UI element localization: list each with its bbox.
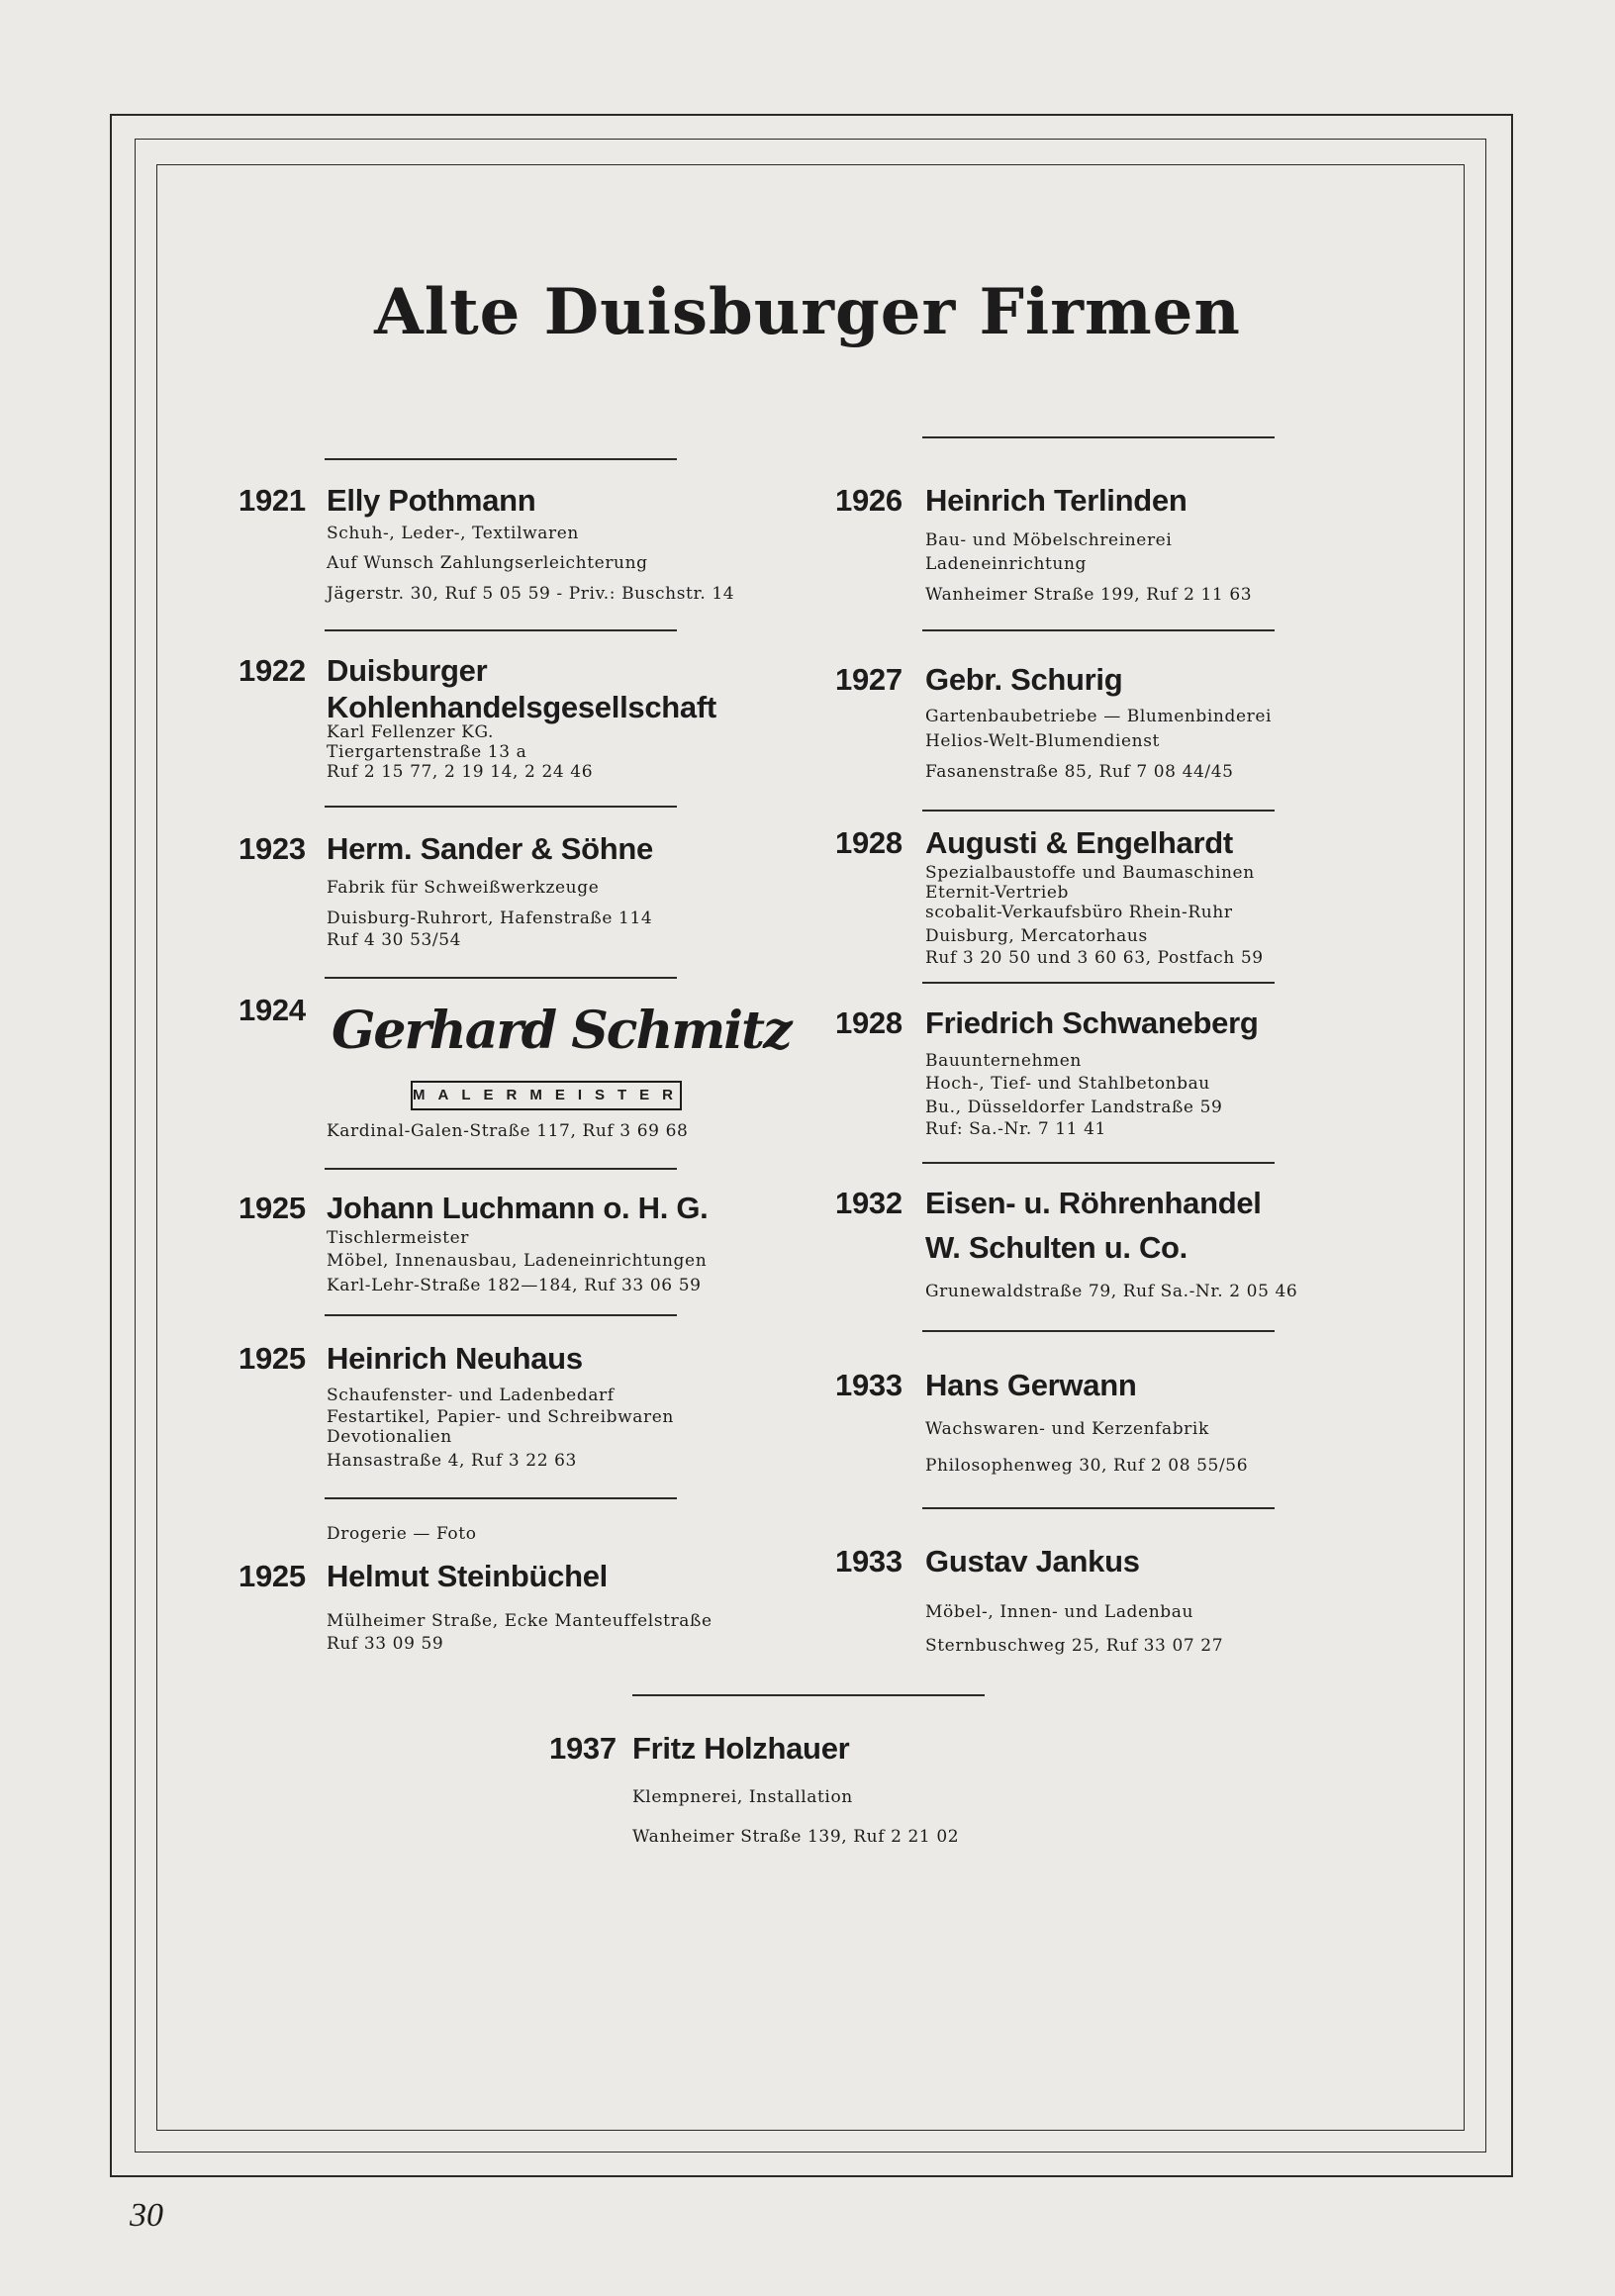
firm-detail-line: Helios-Welt-Blumendienst <box>925 731 1160 751</box>
firm-year: 1927 <box>835 662 902 697</box>
firm-detail-line: Ladeneinrichtung <box>925 554 1088 574</box>
firm-category: Drogerie — Foto <box>327 1524 477 1544</box>
divider-rule <box>325 629 677 631</box>
firm-year: 1923 <box>238 831 306 866</box>
firm-detail-line: Karl-Lehr-Straße 182—184, Ruf 33 06 59 <box>327 1276 702 1295</box>
page-number: 30 <box>130 2197 163 2234</box>
firm-detail-line: Ruf: Sa.-Nr. 7 11 41 <box>925 1119 1106 1139</box>
divider-rule <box>922 1162 1275 1164</box>
firm-detail-line: Duisburg-Ruhrort, Hafenstraße 114 <box>327 909 653 928</box>
divider-rule <box>325 1497 677 1499</box>
firm-year: 1926 <box>835 483 902 518</box>
firm-detail-line: Mülheimer Straße, Ecke Manteuffelstraße <box>327 1611 712 1631</box>
firm-detail-line: Festartikel, Papier- und Schreibwaren <box>327 1407 674 1427</box>
firm-name: Heinrich Neuhaus <box>327 1341 583 1376</box>
firm-year: 1937 <box>549 1731 617 1766</box>
firm-detail-line: scobalit-Verkaufsbüro Rhein-Ruhr <box>925 903 1233 922</box>
firm-year: 1924 <box>238 993 306 1027</box>
firm-year: 1933 <box>835 1368 902 1402</box>
page-title: Alte Duisburger Firmen <box>374 275 1241 349</box>
divider-rule <box>922 982 1275 984</box>
firm-detail-line: Wanheimer Straße 199, Ruf 2 11 63 <box>925 585 1253 605</box>
firm-detail-line: Bauunternehmen <box>925 1051 1082 1071</box>
firm-detail-line: Ruf 33 09 59 <box>327 1634 444 1654</box>
firm-detail-line: Ruf 3 20 50 und 3 60 63, Postfach 59 <box>925 948 1264 968</box>
firm-detail-line: Philosophenweg 30, Ruf 2 08 55/56 <box>925 1456 1249 1476</box>
firm-detail-line: Grunewaldstraße 79, Ruf Sa.-Nr. 2 05 46 <box>925 1282 1298 1301</box>
firm-name: Fritz Holzhauer <box>632 1731 850 1766</box>
firm-year: 1925 <box>238 1559 306 1593</box>
firm-detail-line: Möbel, Innenausbau, Ladeneinrichtungen <box>327 1251 708 1271</box>
firm-name: Kohlenhandelsgesellschaft <box>327 690 716 724</box>
firm-detail-line: Hansastraße 4, Ruf 3 22 63 <box>327 1451 577 1471</box>
firm-name: Friedrich Schwaneberg <box>925 1005 1259 1040</box>
firm-detail-line: Wanheimer Straße 139, Ruf 2 21 02 <box>632 1827 960 1847</box>
firm-detail-line: Schaufenster- und Ladenbedarf <box>327 1386 615 1405</box>
firm-detail-line: Spezialbaustoffe und Baumaschinen <box>925 863 1255 883</box>
firm-detail-line: Gartenbaubetriebe — Blumenbinderei <box>925 707 1273 726</box>
firm-detail-line: Möbel-, Innen- und Ladenbau <box>925 1602 1194 1622</box>
firm-year: 1933 <box>835 1544 902 1578</box>
logo-subtitle: MALERMEISTER <box>411 1081 682 1110</box>
firm-year: 1922 <box>238 653 306 688</box>
firm-name: Herm. Sander & Söhne <box>327 831 653 866</box>
firm-detail-line: Fabrik für Schweißwerkzeuge <box>327 878 600 898</box>
divider-rule <box>922 436 1275 438</box>
firm-name: Augusti & Engelhardt <box>925 825 1233 860</box>
firm-name: Elly Pothmann <box>327 483 536 518</box>
firm-detail-line: Devotionalien <box>327 1427 452 1447</box>
firm-year: 1925 <box>238 1191 306 1225</box>
firm-detail-line: Karl Fellenzer KG. <box>327 722 495 742</box>
divider-rule <box>922 1330 1275 1332</box>
gerhard-schmitz-logo <box>332 1002 807 1120</box>
firm-name: Gebr. Schurig <box>925 662 1123 697</box>
firm-detail-line: Tiergartenstraße 13 a <box>327 742 527 762</box>
firm-name: Johann Luchmann o. H. G. <box>327 1191 709 1225</box>
firm-name: Helmut Steinbüchel <box>327 1559 608 1593</box>
firm-detail-line: Fasanenstraße 85, Ruf 7 08 44/45 <box>925 762 1234 782</box>
firm-detail-line: Tischlermeister <box>327 1228 469 1248</box>
firm-name: Hans Gerwann <box>925 1368 1137 1402</box>
firm-detail-line: Klempnerei, Installation <box>632 1787 853 1807</box>
firm-detail-line: Kardinal-Galen-Straße 117, Ruf 3 69 68 <box>327 1121 689 1141</box>
firm-detail-line: Wachswaren- und Kerzenfabrik <box>925 1419 1209 1439</box>
divider-rule <box>325 806 677 808</box>
divider-rule <box>325 1168 677 1170</box>
divider-rule <box>922 1507 1275 1509</box>
firm-detail-line: Ruf 2 15 77, 2 19 14, 2 24 46 <box>327 762 594 782</box>
divider-rule <box>325 458 677 460</box>
firm-name: Eisen- u. Röhrenhandel <box>925 1186 1262 1220</box>
firm-detail-line: Jägerstr. 30, Ruf 5 05 59 - Priv.: Buschstr. 14 <box>327 584 735 604</box>
divider-rule <box>325 1314 677 1316</box>
logo-script-name: Gerhard Schmitz <box>332 1001 791 1061</box>
firm-year: 1925 <box>238 1341 306 1376</box>
firm-year: 1932 <box>835 1186 902 1220</box>
firm-detail-line: Sternbuschweg 25, Ruf 33 07 27 <box>925 1636 1224 1656</box>
firm-detail-line: Hoch-, Tief- und Stahlbetonbau <box>925 1074 1210 1094</box>
firm-detail-line: Auf Wunsch Zahlungserleichterung <box>327 553 648 573</box>
divider-rule <box>922 810 1275 812</box>
firm-name: Heinrich Terlinden <box>925 483 1188 518</box>
firm-detail-line: Bu., Düsseldorfer Landstraße 59 <box>925 1098 1223 1117</box>
firm-year: 1928 <box>835 825 902 860</box>
divider-rule <box>325 977 677 979</box>
firm-detail-line: Duisburg, Mercatorhaus <box>925 926 1148 946</box>
firm-detail-line: Ruf 4 30 53/54 <box>327 930 462 950</box>
divider-rule <box>922 629 1275 631</box>
divider-rule <box>632 1694 985 1696</box>
firm-detail-line: Schuh-, Leder-, Textilwaren <box>327 524 579 543</box>
firm-name: W. Schulten u. Co. <box>925 1230 1188 1265</box>
firm-detail-line: Eternit-Vertrieb <box>925 883 1069 903</box>
firm-name: Duisburger <box>327 653 488 688</box>
firm-name: Gustav Jankus <box>925 1544 1140 1578</box>
firm-detail-line: Bau- und Möbelschreinerei <box>925 530 1173 550</box>
firm-year: 1928 <box>835 1005 902 1040</box>
firm-year: 1921 <box>238 483 306 518</box>
